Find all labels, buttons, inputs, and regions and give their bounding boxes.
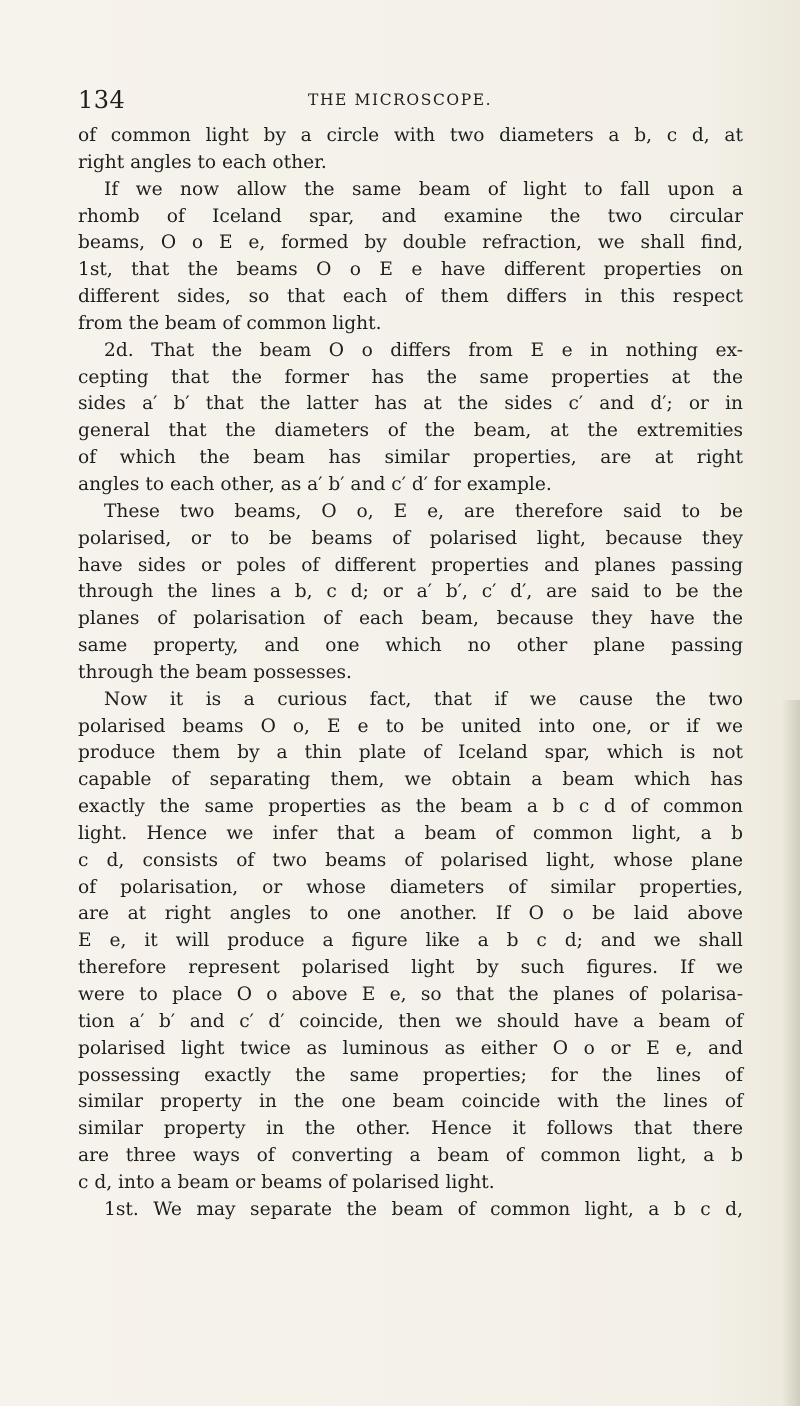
text-line: These two beams, O o, E e, are therefore said to be bbox=[104, 500, 743, 522]
text-line: 2d. That the beam O o differs from E e in nothing ex- bbox=[104, 339, 743, 361]
text-line: polarised light twice as luminous as either O o or E e, and bbox=[78, 1037, 743, 1059]
text-line: capable of separating them, we obtain a beam which has bbox=[78, 769, 743, 791]
text-line: If we now allow the same beam of light to fall upon a bbox=[104, 178, 743, 200]
text-line: rhomb of Iceland spar, and examine the two circular bbox=[78, 205, 743, 227]
text-line: therefore represent polarised light by such figures. If we bbox=[78, 957, 743, 979]
text-line: are at right angles to one another. If O o be laid above bbox=[78, 903, 743, 925]
text-line: different sides, so that each of them differs in this respect bbox=[78, 286, 743, 308]
text-line: of polarisation, or whose diameters of similar properties, bbox=[78, 876, 743, 898]
text-line: are three ways of converting a beam of common light, a b bbox=[78, 1145, 743, 1167]
page-edge-shadow bbox=[782, 700, 800, 1406]
text-line: c d, consists of two beams of polarised light, whose plane bbox=[78, 849, 743, 871]
text-line: 1st, that the beams O o E e have different properties on bbox=[78, 259, 743, 281]
text-line: same property, and one which no other plane passing bbox=[78, 635, 743, 657]
text-line: produce them by a thin plate of Iceland spar, which is not bbox=[78, 742, 743, 764]
running-title: THE MICROSCOPE. bbox=[308, 91, 493, 109]
text-line: Now it is a curious fact, that if we cause the two bbox=[104, 688, 743, 710]
text-line: through the lines a b, c d; or a′ b′, c′ d′, are said to be the bbox=[78, 581, 743, 603]
text-line: from the beam of common light. bbox=[78, 312, 382, 334]
text-line: through the beam possesses. bbox=[78, 661, 352, 683]
text-line: general that the diameters of the beam, at the extremities bbox=[78, 420, 743, 442]
body-text bbox=[78, 123, 743, 1224]
text-line: c d, into a beam or beams of polarised light. bbox=[78, 1171, 495, 1193]
text-line: right angles to each other. bbox=[78, 151, 327, 173]
text-line: polarised beams O o, E e to be united into one, or if we bbox=[78, 715, 743, 737]
text-line: E e, it will produce a figure like a b c d; and we shall bbox=[78, 930, 743, 952]
text-line: of which the beam has similar properties, are at right bbox=[78, 447, 743, 469]
running-head bbox=[78, 86, 743, 116]
text-line: similar property in the other. Hence it follows that there bbox=[78, 1118, 743, 1140]
text-line: 1st. We may separate the beam of common light, a b c d, bbox=[104, 1198, 743, 1220]
text-line: have sides or poles of different properties and planes passing bbox=[78, 554, 743, 576]
text-line: sides a′ b′ that the latter has at the sides c′ and d′; or in bbox=[78, 393, 743, 415]
text-line: light. Hence we infer that a beam of common light, a b bbox=[78, 822, 743, 844]
text-line: beams, O o E e, formed by double refraction, we shall find, bbox=[78, 232, 743, 254]
text-line: of common light by a circle with two diameters a b, c d, at bbox=[78, 125, 743, 146]
text-line: planes of polarisation of each beam, because they have the bbox=[78, 608, 743, 630]
text-line: angles to each other, as a′ b′ and c′ d′ for example. bbox=[78, 473, 552, 495]
text-line: possessing exactly the same properties; for the lines of bbox=[78, 1064, 743, 1086]
text-line: were to place O o above E e, so that the planes of polarisa- bbox=[78, 984, 743, 1005]
text-line: polarised, or to be beams of polarised light, because they bbox=[78, 527, 743, 549]
text-line: tion a′ b′ and c′ d′ coincide, then we should have a beam of bbox=[78, 1010, 743, 1032]
page-number: 134 bbox=[78, 86, 126, 114]
text-line: cepting that the former has the same properties at the bbox=[78, 366, 743, 388]
text-line: exactly the same properties as the beam a b c d of common bbox=[78, 796, 743, 818]
text-line: similar property in the one beam coincide with the lines of bbox=[78, 1091, 743, 1113]
